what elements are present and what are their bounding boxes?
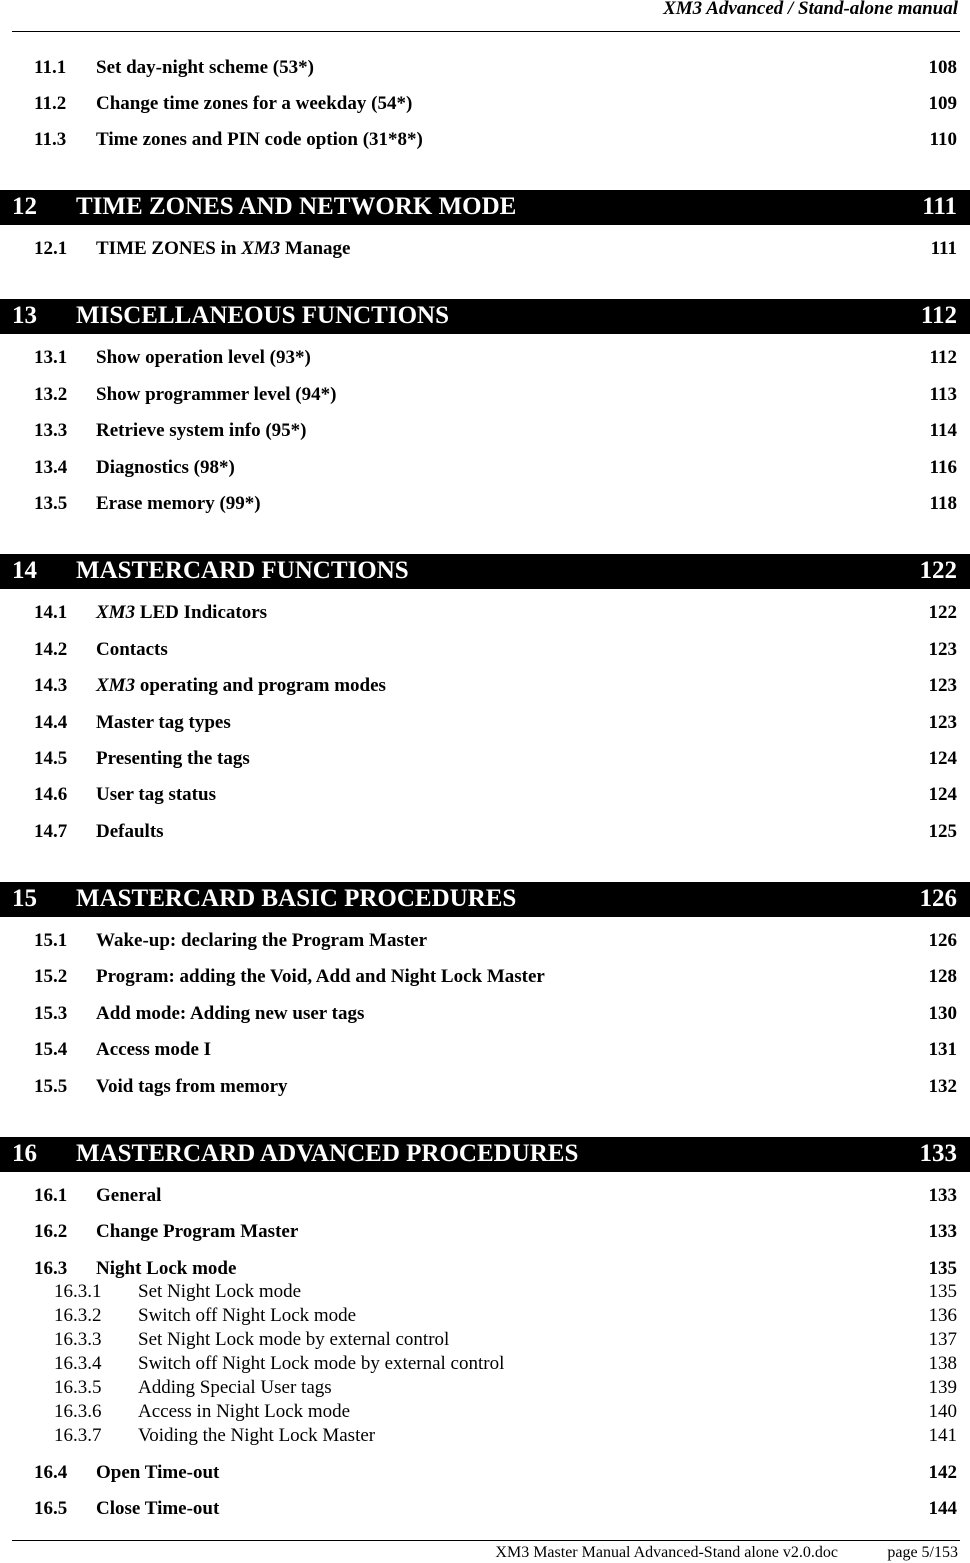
- toc-subentry-number: 16.3.1: [54, 1281, 102, 1302]
- chapter-page: 133: [919, 1140, 957, 1167]
- toc-entry-page: 133: [928, 1185, 957, 1206]
- toc-subentry-title: Set Night Lock mode by external control: [138, 1329, 450, 1350]
- chapter-title: MASTERCARD ADVANCED PROCEDURES: [76, 1140, 579, 1167]
- toc-entry-page: 124: [928, 748, 957, 769]
- toc-entry[interactable]: [0, 347, 970, 371]
- toc-entry-number: 14.3: [34, 675, 68, 696]
- chapter-page: 122: [919, 557, 957, 584]
- toc-entry-number: 16.5: [34, 1498, 68, 1519]
- toc-entry-number: 13.2: [34, 384, 68, 405]
- toc-entry-title: Wake-up: declaring the Program Master: [96, 930, 428, 951]
- toc-entry-page: 110: [929, 129, 957, 150]
- toc-entry-page: 133: [928, 1221, 957, 1242]
- toc-entry[interactable]: [0, 1498, 970, 1522]
- toc-chapter-15[interactable]: [0, 882, 970, 917]
- chapter-title: MASTERCARD BASIC PROCEDURES: [76, 885, 517, 912]
- toc-entry[interactable]: [0, 420, 970, 444]
- toc-entry-title: User tag status: [96, 784, 216, 805]
- toc-entry-page: 118: [929, 493, 957, 514]
- toc-entry-title: Time zones and PIN code option (31*8*): [96, 129, 423, 150]
- toc-entry-title: Access mode I: [96, 1039, 212, 1060]
- running-header: XM3 Advanced / Stand-alone manual: [663, 0, 958, 19]
- chapter-number: 15: [12, 885, 37, 912]
- toc-entry-title: Open Time-out: [96, 1462, 220, 1483]
- toc-entry-number: 13.1: [34, 347, 68, 368]
- toc-entry[interactable]: [0, 1221, 970, 1245]
- toc-entry-title: Contacts: [96, 639, 168, 660]
- toc-entry[interactable]: [0, 384, 970, 408]
- toc-entry-page: 126: [928, 930, 957, 951]
- chapter-title: TIME ZONES AND NETWORK MODE: [76, 193, 517, 220]
- toc-subentry[interactable]: [0, 1329, 970, 1353]
- toc-subentry-page: 136: [928, 1305, 957, 1326]
- toc-entry-title: General: [96, 1185, 162, 1206]
- toc-entry-number: 15.2: [34, 966, 68, 987]
- toc-subentry-page: 140: [928, 1401, 957, 1422]
- toc-subentry[interactable]: [0, 1377, 970, 1401]
- toc-entry[interactable]: [0, 1076, 970, 1100]
- toc-entry-title: XM3 LED Indicators: [96, 602, 268, 623]
- toc-subentry-number: 16.3.2: [54, 1305, 102, 1326]
- toc-subentry-number: 16.3.6: [54, 1401, 102, 1422]
- toc-entry-number: 16.1: [34, 1185, 68, 1206]
- toc-entry[interactable]: [0, 57, 970, 81]
- toc-entry[interactable]: [0, 238, 970, 262]
- toc-chapter-13[interactable]: [0, 299, 970, 334]
- toc-subentry-title: Switch off Night Lock mode by external control: [138, 1353, 505, 1374]
- toc-entry-number: 14.4: [34, 712, 68, 733]
- toc-entry-number: 16.4: [34, 1462, 68, 1483]
- toc-entry[interactable]: [0, 1258, 970, 1282]
- toc-chapter-14[interactable]: [0, 554, 970, 589]
- toc-subentry-title: Access in Night Lock mode: [138, 1401, 351, 1422]
- toc-entry[interactable]: [0, 493, 970, 517]
- toc-entry-number: 13.4: [34, 457, 68, 478]
- toc-entry[interactable]: [0, 457, 970, 481]
- toc-entry-number: 11.3: [34, 129, 67, 150]
- chapter-number: 13: [12, 302, 37, 329]
- toc-chapter-12[interactable]: [0, 190, 970, 225]
- toc-subentry[interactable]: [0, 1401, 970, 1425]
- toc-entry-number: 15.4: [34, 1039, 68, 1060]
- toc-subentry-page: 135: [928, 1281, 957, 1302]
- toc-entry-title: Presenting the tags: [96, 748, 250, 769]
- toc-subentry-title: Switch off Night Lock mode: [138, 1305, 357, 1326]
- toc-entry[interactable]: [0, 712, 970, 736]
- toc-entry-page: 109: [928, 93, 957, 114]
- toc-entry-number: 12.1: [34, 238, 68, 259]
- toc-entry-number: 11.2: [34, 93, 67, 114]
- toc-entry-page: 114: [929, 420, 957, 441]
- toc-entry-title: Set day-night scheme (53*): [96, 57, 314, 78]
- toc-entry-page: 135: [928, 1258, 957, 1279]
- toc-entry-title: Diagnostics (98*): [96, 457, 235, 478]
- toc-entry-page: 131: [928, 1039, 957, 1060]
- toc-entry-page: 116: [929, 457, 957, 478]
- toc-entry-title: Retrieve system info (95*): [96, 420, 307, 441]
- toc-entry-number: 13.3: [34, 420, 68, 441]
- toc-entry[interactable]: [0, 602, 970, 626]
- footer-page-number: page 5/153: [887, 1544, 958, 1561]
- chapter-page: 126: [919, 885, 957, 912]
- toc-subentry-number: 16.3.7: [54, 1425, 102, 1446]
- chapter-title: MISCELLANEOUS FUNCTIONS: [76, 302, 449, 329]
- toc-subentry-number: 16.3.3: [54, 1329, 102, 1350]
- toc-entry-title: Add mode: Adding new user tags: [96, 1003, 365, 1024]
- toc-entry[interactable]: [0, 1462, 970, 1486]
- chapter-number: 16: [12, 1140, 37, 1167]
- toc-entry-page: 130: [928, 1003, 957, 1024]
- toc-subentry-page: 141: [928, 1425, 957, 1446]
- toc-entry-page: 123: [928, 712, 957, 733]
- toc-entry-page: 144: [928, 1498, 957, 1519]
- toc-entry-page: 124: [928, 784, 957, 805]
- footer-document-name: XM3 Master Manual Advanced-Stand alone v2.0.doc: [495, 1544, 838, 1561]
- header-divider: [12, 31, 960, 32]
- chapter-page: 111: [922, 193, 957, 220]
- toc-entry-title: Master tag types: [96, 712, 231, 733]
- toc-subentry-page: 137: [928, 1329, 957, 1350]
- toc-entry-page: 142: [928, 1462, 957, 1483]
- chapter-number: 12: [12, 193, 37, 220]
- toc-entry[interactable]: [0, 784, 970, 808]
- toc-entry[interactable]: [0, 930, 970, 954]
- chapter-number: 14: [12, 557, 37, 584]
- toc-entry-page: 125: [928, 821, 957, 842]
- toc-entry-number: 14.6: [34, 784, 68, 805]
- toc-subentry-page: 139: [928, 1377, 957, 1398]
- toc-entry[interactable]: [0, 1003, 970, 1027]
- toc-entry-title: Defaults: [96, 821, 164, 842]
- toc-entry[interactable]: [0, 1039, 970, 1063]
- toc-subentry-number: 16.3.4: [54, 1353, 102, 1374]
- toc-entry-number: 16.2: [34, 1221, 68, 1242]
- toc-entry-title: Close Time-out: [96, 1498, 220, 1519]
- toc-entry-title: Change time zones for a weekday (54*): [96, 93, 413, 114]
- toc-entry-title: XM3 operating and program modes: [96, 675, 386, 696]
- toc-entry[interactable]: [0, 675, 970, 699]
- toc-entry-number: 14.1: [34, 602, 68, 623]
- toc-entry-title: Program: adding the Void, Add and Night Lock Master: [96, 966, 545, 987]
- toc-entry-number: 15.5: [34, 1076, 68, 1097]
- toc-entry-number: 14.5: [34, 748, 68, 769]
- toc-subentry[interactable]: [0, 1281, 970, 1305]
- toc-entry-number: 11.1: [34, 57, 67, 78]
- toc-entry-page: 132: [928, 1076, 957, 1097]
- toc-entry-title: Change Program Master: [96, 1221, 299, 1242]
- toc-entry-page: 111: [930, 238, 957, 259]
- toc-chapter-16[interactable]: [0, 1137, 970, 1172]
- toc-entry[interactable]: [0, 93, 970, 117]
- toc-entry[interactable]: [0, 1185, 970, 1209]
- chapter-page: 112: [920, 302, 957, 329]
- toc-subentry-page: 138: [928, 1353, 957, 1374]
- toc-entry-title: Show operation level (93*): [96, 347, 311, 368]
- toc-entry[interactable]: [0, 748, 970, 772]
- toc-entry-page: 123: [928, 639, 957, 660]
- toc-entry-page: 108: [928, 57, 957, 78]
- toc-entry-number: 13.5: [34, 493, 68, 514]
- toc-entry-title: Show programmer level (94*): [96, 384, 337, 405]
- toc-subentry[interactable]: [0, 1305, 970, 1329]
- footer-divider: [12, 1540, 960, 1541]
- toc-entry-number: 15.1: [34, 930, 68, 951]
- toc-entry-number: 15.3: [34, 1003, 68, 1024]
- toc-entry-page: 122: [928, 602, 957, 623]
- toc-entry-number: 16.3: [34, 1258, 68, 1279]
- toc-entry-page: 112: [929, 347, 957, 368]
- toc-subentry-title: Set Night Lock mode: [138, 1281, 302, 1302]
- toc-entry-number: 14.7: [34, 821, 68, 842]
- toc-entry-title: Void tags from memory: [96, 1076, 288, 1097]
- toc-subentry[interactable]: [0, 1425, 970, 1449]
- toc-entry-number: 14.2: [34, 639, 68, 660]
- toc-entry-page: 113: [929, 384, 957, 405]
- toc-entry-page: 123: [928, 675, 957, 696]
- toc-subentry-title: Voiding the Night Lock Master: [138, 1425, 376, 1446]
- toc-entry[interactable]: [0, 966, 970, 990]
- toc-subentry-number: 16.3.5: [54, 1377, 102, 1398]
- toc-entry[interactable]: [0, 639, 970, 663]
- toc-subentry-title: Adding Special User tags: [138, 1377, 332, 1398]
- toc-entry-title: Night Lock mode: [96, 1258, 237, 1279]
- toc-entry-page: 128: [928, 966, 957, 987]
- chapter-title: MASTERCARD FUNCTIONS: [76, 557, 409, 584]
- toc-entry[interactable]: [0, 129, 970, 153]
- toc-subentry[interactable]: [0, 1353, 970, 1377]
- toc-entry-title: Erase memory (99*): [96, 493, 261, 514]
- toc-entry[interactable]: [0, 821, 970, 845]
- toc-entry-title: TIME ZONES in XM3 Manage: [96, 238, 351, 259]
